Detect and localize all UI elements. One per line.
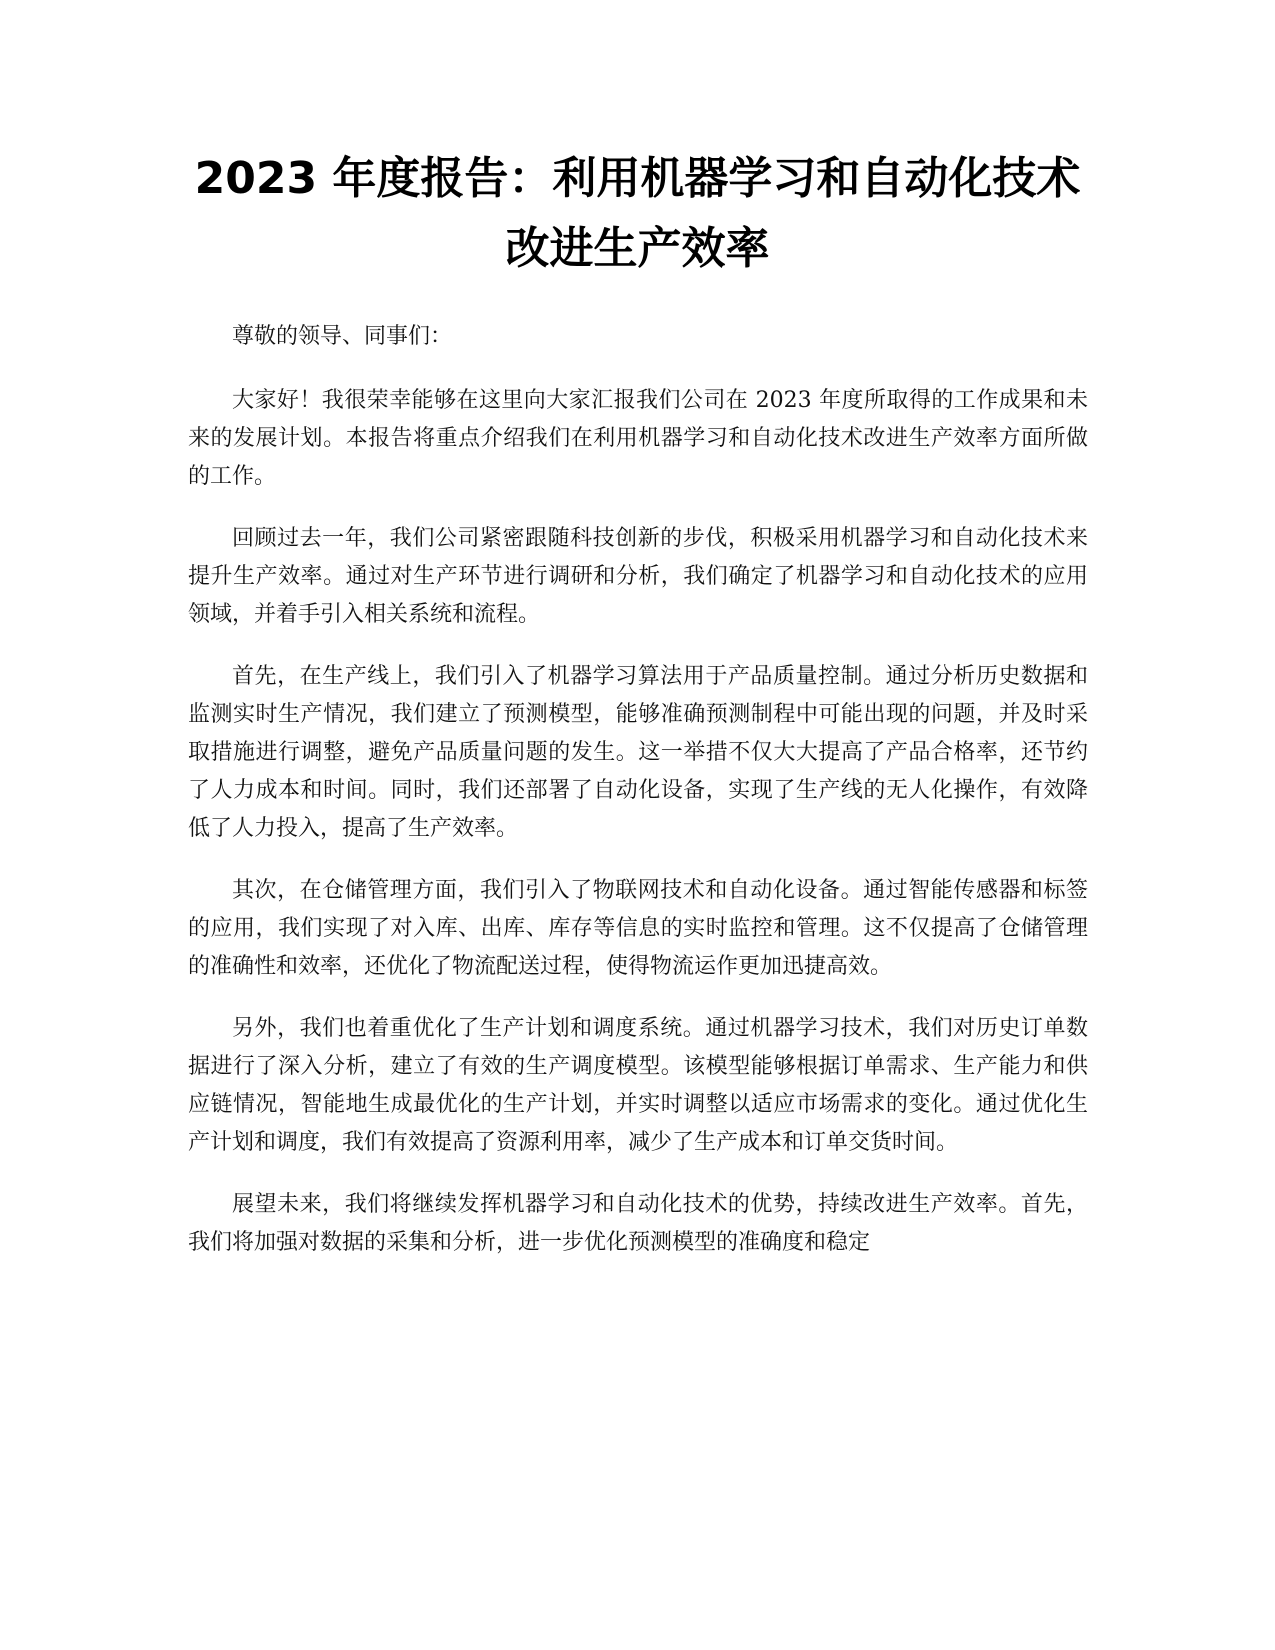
paragraph-6: 展望未来，我们将继续发挥机器学习和自动化技术的优势，持续改进生产效率。首先，我们将加强对数据的采集和分析，进一步优化预测模型的准确度和稳定 (188, 1192, 1088, 1255)
title-line-1: 2023 年度报告：利用机器学习和自动化技术 (194, 153, 1081, 204)
paragraph-3: 首先，在生产线上，我们引入了机器学习算法用于产品质量控制。通过分析历史数据和监测实时生产情况，我们建立了预测模型，能够准确预测制程中可能出现的问题，并及时采取措施进行调整，避免产品质量问题的发生。这一举措不仅大大提高了产品合格率，还节约了人力成本和时间。同时，我们还部署了自动化设备，实现了生产线的无人化操作，有效降低了人力投入，提高了生产效率。 (188, 664, 1088, 841)
document-body (188, 318, 1088, 1286)
title-line-2: 改进生产效率 (505, 223, 770, 274)
salutation: 尊敬的领导、同事们： (232, 324, 453, 349)
paragraph-4: 其次，在仓储管理方面，我们引入了物联网技术和自动化设备。通过智能传感器和标签的应用，我们实现了对入库、出库、库存等信息的实时监控和管理。这不仅提高了仓储管理的准确性和效率，还优化了物流配送过程，使得物流运作更加迅捷高效。 (188, 878, 1088, 979)
paragraph-1: 大家好！我很荣幸能够在这里向大家汇报我们公司在 2023 年度所取得的工作成果和未来的发展计划。本报告将重点介绍我们在利用机器学习和自动化技术改进生产效率方面所做的工作。 (188, 388, 1088, 489)
paragraph-5: 另外，我们也着重优化了生产计划和调度系统。通过机器学习技术，我们对历史订单数据进行了深入分析，建立了有效的生产调度模型。该模型能够根据订单需求、生产能力和供应链情况，智能地生成最优化的生产计划，并实时调整以适应市场需求的变化。通过优化生产计划和调度，我们有效提高了资源利用率，减少了生产成本和订单交货时间。 (188, 1016, 1088, 1155)
paragraph-2: 回顾过去一年，我们公司紧密跟随科技创新的步伐，积极采用机器学习和自动化技术来提升生产效率。通过对生产环节进行调研和分析，我们确定了机器学习和自动化技术的应用领域，并着手引入相关系统和流程。 (188, 526, 1088, 627)
document-title (150, 144, 1125, 284)
